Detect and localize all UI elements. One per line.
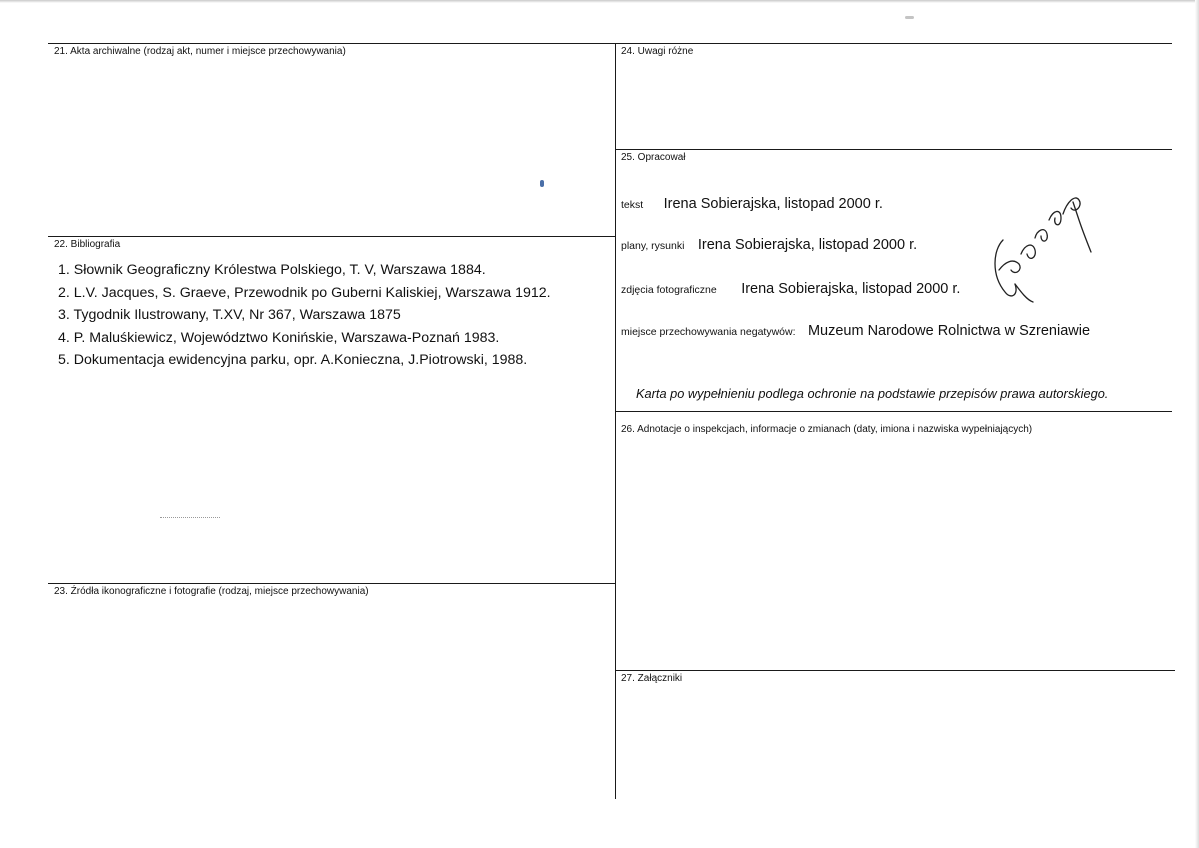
scan-edge-top bbox=[0, 0, 1199, 3]
bibliography-list bbox=[58, 259, 551, 372]
rule-23-top bbox=[48, 583, 616, 584]
field-tekst-label: tekst bbox=[621, 199, 644, 211]
field-zdjecia bbox=[621, 280, 960, 298]
ink-speck bbox=[540, 180, 544, 187]
rule-top-left bbox=[48, 43, 616, 44]
field-plany-label: plany, rysunki bbox=[621, 240, 685, 252]
rule-27-top bbox=[615, 670, 1175, 671]
section-23-label: 23. Źródła ikonograficzne i fotografie (rodzaj, miejsce przechowywania) bbox=[54, 586, 369, 597]
copyright-notice: Karta po wypełnieniu podlega ochronie na podstawie przepisów prawa autorskiego. bbox=[636, 386, 1109, 401]
section-22-label: 22. Bibliografia bbox=[54, 239, 121, 250]
section-26-label: 26. Adnotacje o inspekcjach, informacje o zmianach (daty, imiona i nazwiska wypełniających) bbox=[621, 424, 1033, 435]
bibliography-item: 1. Słownik Geograficzny Królestwa Polskiego, T. V, Warszawa 1884. bbox=[58, 262, 486, 278]
section-24-label: 24. Uwagi różne bbox=[621, 46, 694, 57]
rule-22-top bbox=[48, 236, 616, 237]
rule-26-top bbox=[615, 411, 1172, 412]
section-27-label: 27. Załączniki bbox=[621, 673, 683, 684]
rule-25-top bbox=[615, 149, 1172, 150]
handwritten-signature bbox=[975, 180, 1105, 310]
field-plany-value: Irena Sobierajska, listopad 2000 r. bbox=[697, 237, 918, 253]
field-tekst bbox=[621, 195, 883, 213]
field-miejsce-label: miejsce przechowywania negatywów: bbox=[621, 326, 796, 338]
bibliography-item: 3. Tygodnik Ilustrowany, T.XV, Nr 367, Warszawa 1875 bbox=[58, 307, 401, 324]
field-miejsce-value: Muzeum Narodowe Rolnictwa w Szreniawie bbox=[807, 323, 1091, 339]
field-tekst-value: Irena Sobierajska, listopad 2000 r. bbox=[663, 196, 883, 212]
bibliography-item: 5. Dokumentacja ewidencyjna parku, opr. A.Konieczna, J.Piotrowski, 1988. bbox=[58, 352, 528, 369]
bibliography-item: 2. L.V. Jacques, S. Graeve, Przewodnik po Guberni Kaliskiej, Warszawa 1912. bbox=[58, 284, 551, 301]
rule-top-right bbox=[615, 43, 1172, 44]
field-zdjecia-label: zdjęcia fotograficzne bbox=[621, 284, 717, 296]
bibliography-item: 4. P. Maluśkiewicz, Województwo Konińskie, Warszawa-Poznań 1983. bbox=[58, 329, 500, 346]
scan-edge-right bbox=[1195, 0, 1199, 848]
dotted-mark bbox=[160, 517, 220, 518]
field-plany bbox=[621, 236, 917, 254]
rule-center-vertical bbox=[615, 43, 616, 799]
field-zdjecia-value: Irena Sobierajska, listopad 2000 r. bbox=[741, 281, 961, 297]
section-21-label: 21. Akta archiwalne (rodzaj akt, numer i miejsce przechowywania) bbox=[54, 46, 346, 57]
section-25-label: 25. Opracował bbox=[621, 152, 686, 163]
field-miejsce bbox=[621, 322, 1090, 340]
ink-speck bbox=[905, 16, 914, 19]
